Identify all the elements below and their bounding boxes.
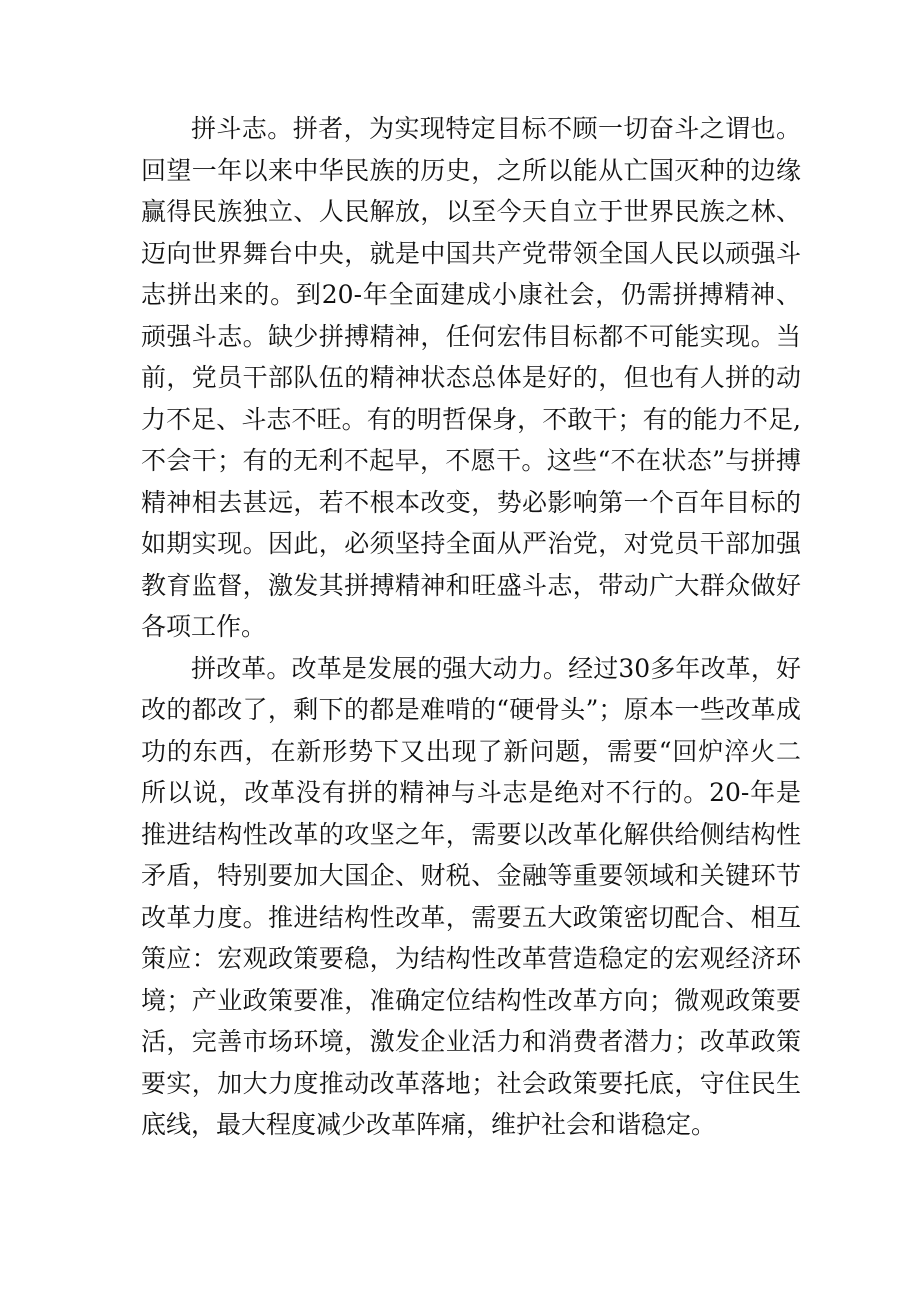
paragraph-struggle-spirit: 拼斗志。拼者，为实现特定目标不顾一切奋斗之谓也。回望一年以来中华民族的历史，之所以能从亡国灭种的边缘赢得民族独立、人民解放，以至今天自立于世界民族之林、迈向世界舞台中央，就是中国共产党带领全国人民以顽强斗志拼出来的。到20-年全面建成小康社会，仍需拼搏精神、顽强斗志。缺少拼搏精神，任何宏伟目标都不可能实现。当前，党员干部队伍的精神状态总体是好的，但也有人拼的动力不足、斗志不旺。有的明哲保身，不敢干；有的能力不足,不会干；有的无利不起早，不愿干。这些“不在状态”与拼搏精神相去甚远，若不根本改变，势必影响第一个百年目标的如期实现。因此，必须坚持全面从严治党，对党员干部加强教育监督，激发其拼搏精神和旺盛斗志，带动广大群众做好各项工作。: [141, 114, 801, 641]
paragraph-reform: 拼改革。改革是发展的强大动力。经过30多年改革，好改的都改了，剩下的都是难啃的“硬骨头”；原本一些改革成功的东西，在新形势下又出现了新问题，需要“回炉淬火二所以说，改革没有拼的精神与斗志是绝对不行的。20-年是推进结构性改革的攻坚之年，需要以改革化解供给侧结构性矛盾，特别要加大国企、财税、金融等重要领域和关键环节改革力度。推进结构性改革，需要五大政策密切配合、相互策应：宏观政策要稳，为结构性改革营造稳定的宏观经济环境；产业政策要准，准确定位结构性改革方向；微观政策要活，完善市场环境，激发企业活力和消费者潜力；改革政策要实，加大力度推动改革落地；社会政策要托底，守住民生底线，最大程度减少改革阵痛，维护社会和谐稳定。: [141, 653, 801, 1139]
document-body: [141, 108, 801, 1146]
